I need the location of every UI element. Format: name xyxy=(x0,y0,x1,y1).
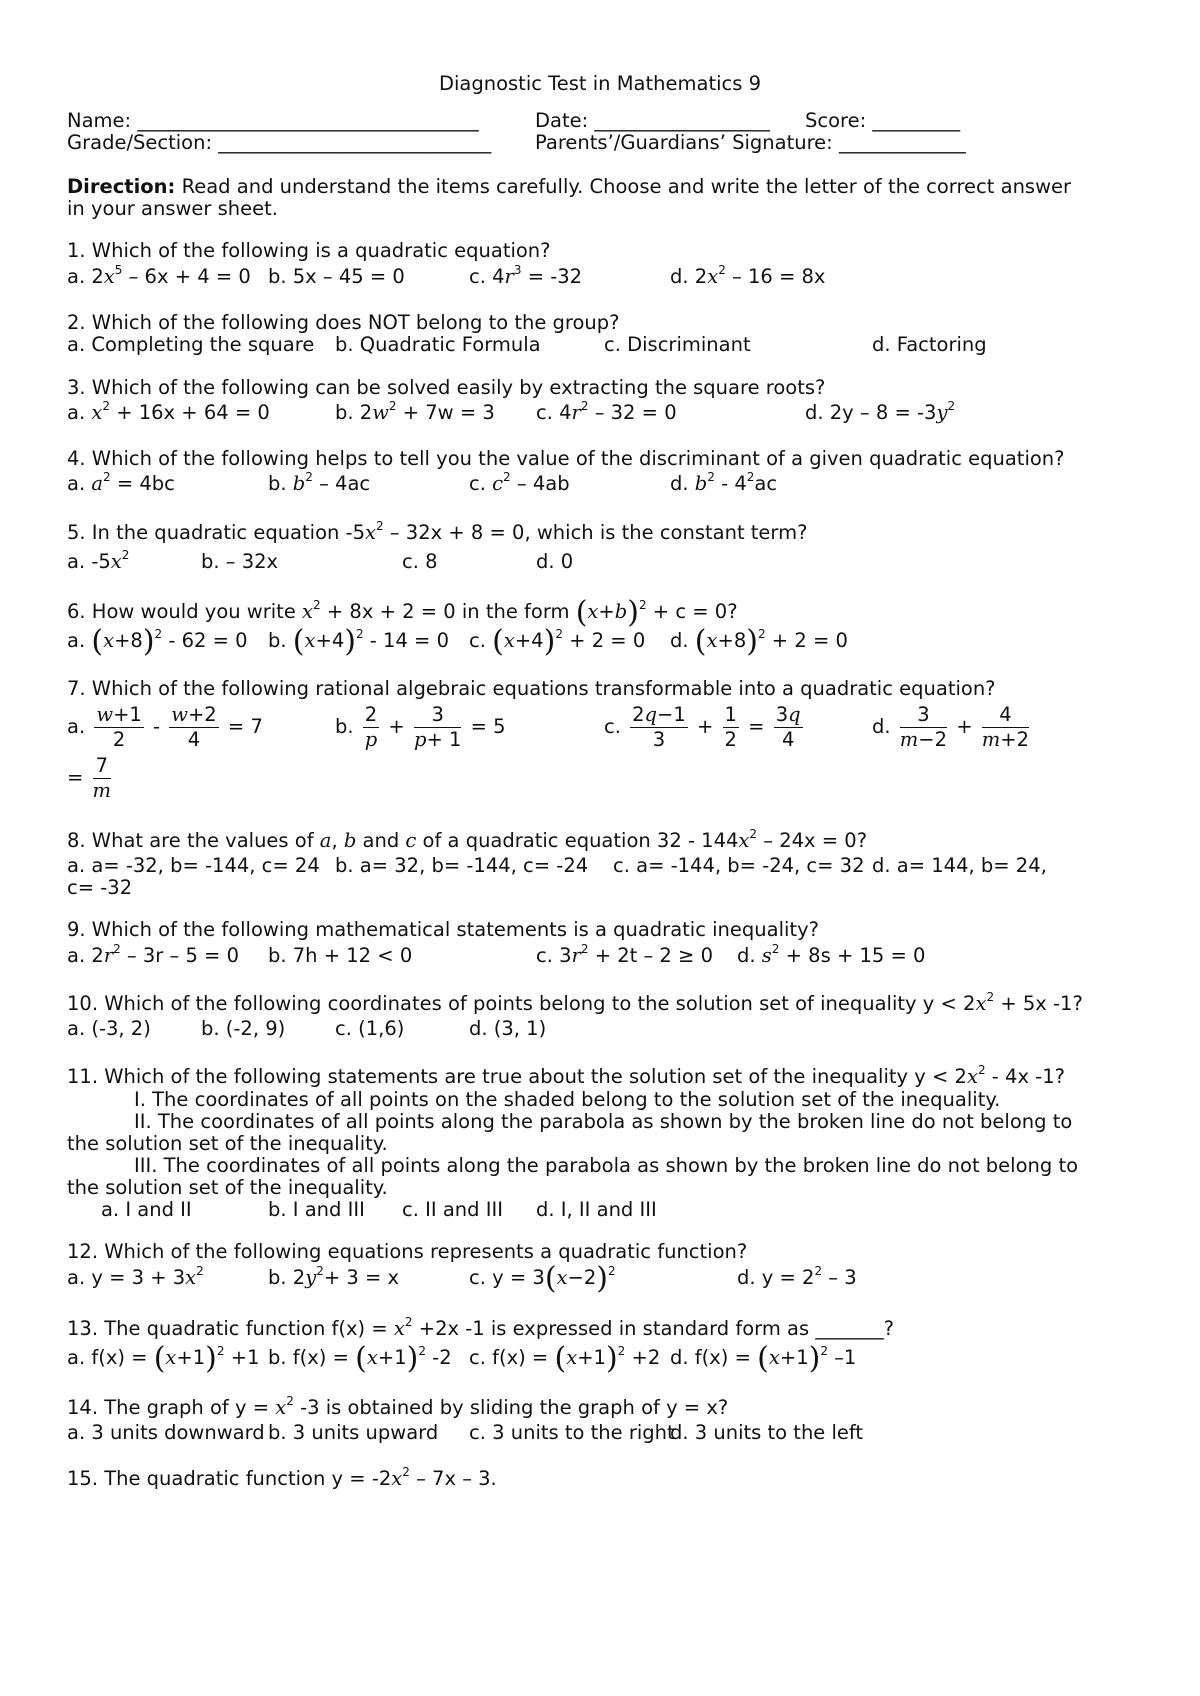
q10-option-c: c. (1,6) xyxy=(335,1017,405,1040)
signature-line: _____________ xyxy=(838,131,966,154)
q15-text-end: – 7x – 3. xyxy=(416,1467,497,1490)
q7-option-d: d. $\frac{3}{m-2}$ + $\frac{4}{m+2}$ xyxy=(872,703,1030,751)
question-7: 7. Which of the following rational algebraic equations transformable into a quadratic equation? xyxy=(67,677,996,700)
q11-statement-3: III. The coordinates of all points along the parabola as shown by the broken line do not belong to xyxy=(134,1154,1079,1177)
question-14: 14. The graph of $y = x^2$ -3 is obtained by sliding the graph of y = x? xyxy=(67,1394,729,1419)
q8-option-b: b. a= 32, b= -144, c= -24 xyxy=(335,854,589,877)
q8-option-d-cont: c= -32 xyxy=(67,876,133,899)
q11-option-c: c. II and III xyxy=(402,1198,503,1221)
q4-option-d: d. $b^2 - 4^2ac$ xyxy=(670,470,778,495)
q9-option-c: c. $3r^2 + 2t - 2 \ge 0$ xyxy=(536,942,713,967)
q1-option-d: d. $2x^2 - 16 = 8x$ xyxy=(670,263,826,288)
question-4: 4. Which of the following helps to tell you the value of the discriminant of a given quadratic equation? xyxy=(67,447,1065,470)
q10-option-b: b. (-2, 9) xyxy=(201,1017,286,1040)
q1-option-b: b. 5x – 45 = 0 xyxy=(268,265,405,288)
q14-option-c: c. 3 units to the right xyxy=(469,1421,675,1444)
question-10: 10. Which of the following coordinates of points belong to the solution set of inequality $y < 2x^2 + 5x$ -1? xyxy=(67,990,1083,1015)
q14-option-b: b. 3 units upward xyxy=(268,1421,439,1444)
q11-statement-3-cont: the solution set of the inequality. xyxy=(67,1176,388,1199)
q15-text: 15. The quadratic function y = -2 xyxy=(67,1467,392,1490)
grade-section-field xyxy=(67,131,491,155)
q2-option-a: a. Completing the square xyxy=(67,333,315,356)
q11-option-d: d. I, II and III xyxy=(536,1198,657,1221)
q10-option-a: a. (-3, 2) xyxy=(67,1017,151,1040)
q11-option-a: a. I and II xyxy=(101,1198,192,1221)
q12-option-b: b. $2y^2+ 3 = x$ xyxy=(268,1264,400,1289)
q12-option-a: a. $y = 3 + 3x^2$ xyxy=(67,1264,204,1289)
q13-option-d: d. $f(x) = (x+1)^2$ –1 xyxy=(670,1341,857,1376)
q13-text-end: +2x -1 is expressed in standard form as _______? xyxy=(418,1317,894,1340)
q13-option-a: a. $f(x) = (x+1)^2 +1$ xyxy=(67,1341,260,1376)
q3-option-c: c. $4r^2 - 32 = 0$ xyxy=(536,399,677,424)
date-line: __________________ xyxy=(594,109,770,132)
q14-text: 14. The graph of y = xyxy=(67,1396,270,1419)
signature-field xyxy=(535,131,966,155)
q11-statement-2-cont: the solution set of the inequality. xyxy=(67,1132,388,1155)
q9-option-a: a. $2r^2 - 3r - 5 = 0$ xyxy=(67,942,240,967)
direction-label: Direction: xyxy=(67,175,176,198)
q8-text-a: 8. What are the values of xyxy=(67,829,314,852)
q13-option-c: c. $f(x) = (x+1)^2 +2$ xyxy=(469,1341,661,1376)
question-2: 2. Which of the following does NOT belong to the group? xyxy=(67,311,620,334)
signature-label: Parents’/Guardians’ Signature: xyxy=(535,131,833,154)
q13-text: 13. The quadratic function f(x) = xyxy=(67,1317,388,1340)
q11-option-b: b. I and III xyxy=(268,1198,365,1221)
q4-option-a: a. $a^2 = 4bc$ xyxy=(67,470,175,495)
q7-option-a: a. $\frac{w+1}{2}$ - $\frac{w+2}{4}$ = 7 xyxy=(67,703,263,751)
q8-option-c: c. a= -144, b= -24, c= 32 xyxy=(613,854,865,877)
q14-option-d: d. 3 units to the left xyxy=(670,1421,864,1444)
question-12: 12. Which of the following equations represents a quadratic function? xyxy=(67,1240,748,1263)
q4-option-c: c. $c^2 - 4ab$ xyxy=(469,470,570,495)
q13-option-b: b. $f(x) = (x+1)^2$ -2 xyxy=(268,1341,452,1376)
q14-text-end: -3 is obtained by sliding the graph of y = x? xyxy=(300,1396,729,1419)
q8-text-c: of a quadratic equation 32 - 144 xyxy=(422,829,739,852)
q4-option-b: b. $b^2 - 4ac$ xyxy=(268,470,371,495)
q6-option-b: b. $(x+4)^2 - 14 = 0$ xyxy=(268,624,449,659)
direction-text-cont: in your answer sheet. xyxy=(67,197,279,220)
q10-text-end: + 5x -1? xyxy=(1000,992,1083,1015)
direction xyxy=(67,175,1071,199)
question-9: 9. Which of the following mathematical statements is a quadratic inequality? xyxy=(67,918,819,941)
question-1: 1. Which of the following is a quadratic equation? xyxy=(67,239,551,262)
q5-option-c: c. 8 xyxy=(402,550,438,573)
q5-option-a: a. $-5x^2$ xyxy=(67,548,130,573)
date-field xyxy=(535,109,770,133)
q12-option-c: c. $y = 3(x-2)^2$ xyxy=(469,1261,616,1296)
score-line: _________ xyxy=(872,109,961,132)
q12-option-d: d. $y = 2^2 - 3$ xyxy=(737,1264,857,1289)
name-label: Name: xyxy=(67,109,132,132)
q7-option-c: c. $\frac{2q-1}{3}$ + $\frac{1}{2}$ = $\frac{3q}{4}$ xyxy=(604,703,801,751)
q7-option-d-cont: = $\frac{7}{m}$ xyxy=(67,754,112,802)
date-label: Date: xyxy=(535,109,589,132)
q11-statement-2: II. The coordinates of all points along the parabola as shown by the broken line do not belong to xyxy=(134,1110,1073,1133)
question-13: 13. The quadratic function $f(x) = x^2 +2x$ -1 is expressed in standard form as _______? xyxy=(67,1315,894,1340)
q6-option-c: c. $(x+4)^2 + 2 = 0$ xyxy=(469,624,646,659)
q14-option-a: a. 3 units downward xyxy=(67,1421,265,1444)
q11-text-end: - 4x -1? xyxy=(991,1065,1065,1088)
q5-option-b: b. – 32x xyxy=(201,550,279,573)
grade-section-label: Grade/Section: xyxy=(67,131,213,154)
q6-text: 6. How would you write xyxy=(67,600,296,623)
q9-option-b: b. 7h + 12 < 0 xyxy=(268,944,413,967)
q10-option-d: d. (3, 1) xyxy=(469,1017,547,1040)
page-title: Diagnostic Test in Mathematics 9 xyxy=(438,72,762,95)
q2-option-d: d. Factoring xyxy=(872,333,987,356)
question-6: 6. How would you write $x^2 + 8x + 2 = 0$ in the form $(x+b)^2 + c = 0$? xyxy=(67,595,738,630)
q3-option-a: a. $x^2 + 16x + 64 = 0$ xyxy=(67,399,270,424)
question-11: 11. Which of the following statements are true about the solution set of the inequality $y < 2x^2 - 4x$ -1? xyxy=(67,1063,1065,1088)
q6-option-d: d. $(x+8)^2 + 2 = 0$ xyxy=(670,624,848,659)
q9-option-d: d. $s^2 + 8s + 15 = 0$ xyxy=(737,942,926,967)
q8-option-a: a. a= -32, b= -144, c= 24 xyxy=(67,854,320,877)
q7-option-b: b. $\frac{2}{p}$ + $\frac{3}{p+ 1}$ = 5 xyxy=(335,703,506,751)
question-15: 15. The quadratic function $y = -2x^2 - 7x - 3$. xyxy=(67,1465,497,1490)
q6-option-a: a. $(x+8)^2 - 62 = 0$ xyxy=(67,624,248,659)
q11-statement-1: I. The coordinates of all points on the shaded belong to the solution set of the inequality. xyxy=(134,1088,1001,1111)
q8-text-d: – 24x = 0? xyxy=(763,829,868,852)
q5-option-d: d. 0 xyxy=(536,550,574,573)
q10-text: 10. Which of the following coordinates of points belong to the solution set of inequality y < 2 xyxy=(67,992,976,1015)
question-3: 3. Which of the following can be solved easily by extracting the square roots? xyxy=(67,376,826,399)
grade-section-line: ____________________________ xyxy=(218,131,492,154)
q3-option-d: d. $2y - 8 = -3y^2$ xyxy=(805,399,956,424)
q2-option-c: c. Discriminant xyxy=(604,333,751,356)
q1-option-c: c. $4r^3 = -32$ xyxy=(469,263,583,288)
question-8: 8. What are the values of a, b and c of a quadratic equation $32 - 144x^2 - 24x = 0$? xyxy=(67,827,868,852)
score-label: Score: xyxy=(805,109,867,132)
score-field xyxy=(805,109,960,133)
q8-text-b: and xyxy=(362,829,400,852)
question-5: 5. In the quadratic equation $-5x^2 - 32x + 8 = 0$, which is the constant term? xyxy=(67,519,808,544)
q2-option-b: b. Quadratic Formula xyxy=(335,333,541,356)
q8-option-d: d. a= 144, b= 24, xyxy=(872,854,1047,877)
name-field xyxy=(67,109,479,133)
q1-option-a: a. $2x^5 - 6x + 4 = 0$ xyxy=(67,263,251,288)
q3-option-b: b. $2w^2 + 7w = 3$ xyxy=(335,399,495,424)
direction-text: Read and understand the items carefully. Choose and write the letter of the correct answer xyxy=(181,175,1072,198)
q11-text: 11. Which of the following statements are true about the solution set of the inequality y < 2 xyxy=(67,1065,967,1088)
name-line: ___________________________________ xyxy=(137,109,479,132)
